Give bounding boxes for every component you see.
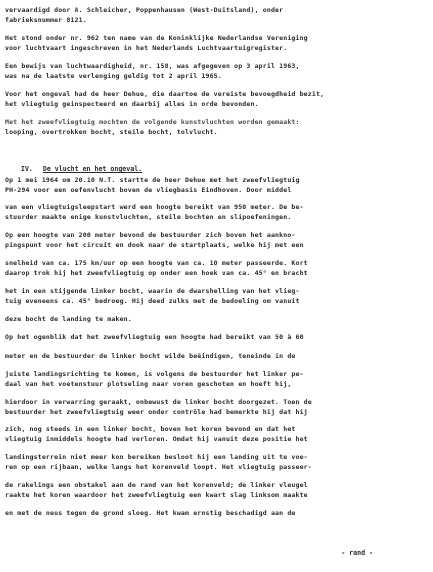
text-line: stuurder maakte enige kunstvluchten, steile bochten en slipoefeningen. (5, 213, 292, 221)
text-line: hierdoor in verwarring geraakt, onbewust de linker bocht doorgezet. Toen de (5, 398, 312, 406)
text-line: van een vliegtuigsleepstart werd een hoogte bereikt van 950 meter. De be- (5, 203, 304, 211)
text-line: deze bocht de landing te maken. (5, 315, 132, 323)
text-line: juiste landingsrichting te komen, is volgens de bestuurder het linker pe- (5, 370, 304, 378)
text-line: PH-294 voor een oefenvlucht boven de vliegbasis Eindhoven. Door middel (5, 186, 292, 194)
text-line: en met de neus tegen de grond sloeg. Het kwam ernstig beschadigd aan de (5, 509, 296, 517)
text-line: Met het zweefvliegtuig mochten de volgende kunstvluchten worden gemaakt: (5, 118, 300, 126)
text-line: het vliegtuig geinspecteerd en daarbij alles in orde bevonden. (5, 100, 259, 108)
text-line: Voor het ongeval had de heer Dehue, die daartoe de vereiste bevoegdheid bezit, (5, 90, 325, 98)
text-line: was na de laatste verlenging geldig tot 2 april 1965. (5, 72, 222, 80)
text-line: Een bewijs van luchtwaardigheid, nr. 158, was afgegeven op 3 april 1963, (5, 62, 300, 70)
text-line: vliegtuig inmiddels hoogte had verloren. Omdat hij vanuit deze positie het (5, 435, 308, 443)
text-line: fabrieksnummer 8121. (5, 16, 87, 24)
text-line: daarop trok hij het zweefvliegtuig op onder een hoek van ca. 45° en bracht (5, 269, 308, 277)
text-line: bestuurder het zweefvliegtuig weer onder contrôle had bemerkte hij dat hij (5, 408, 308, 416)
text-line: snelheid van ca. 175 km/uur op een hoogte van ca. 10 meter passeerde. Kort (5, 259, 308, 267)
text-line: tuig eveneens ca. 45° bedroeg. Hij deed zulks met de bedoeling om vanuit (5, 297, 300, 305)
text-line: pingspunt voor het circuit en dook naar de startplaats, welke hij met een (5, 241, 304, 249)
section-number: IV. (20, 165, 33, 173)
text-line: voor luchtvaart ingeschreven in het Nederlands Luchtvaartuigregister. (5, 44, 288, 52)
text-line: daal van het voetenstuur plotseling naar voren geschoten en hoeft hij, (5, 380, 292, 388)
text-line: het in een stijgende linker bocht, waarin de dwarshelling van het vlieg- (5, 287, 300, 295)
text-line: Het stond onder nr. 962 ten name van de Koninklijke Nederlandse Vereniging (5, 34, 308, 42)
page-continuation-marker: - rand - (341, 549, 373, 557)
section-title: De vlucht en het ongeval. (42, 165, 143, 173)
text-line: Op het ogenblik dat het zweefvliegtuig een hoogte had bereikt van 50 à 60 (5, 333, 304, 341)
text-line: zich, nog steeds in een linker bocht, boven het koren bevond en dat het (5, 425, 296, 433)
text-line: landingsterrein niet meer kon bereiken besloot hij een landing uit te voe- (5, 453, 308, 461)
text-line: Op een hoogte van 200 meter bevond de bestuurder zich boven het aankno- (5, 231, 296, 239)
text-line: Op 1 mei 1964 om 20.10 N.T. startte de heer Dehue met het zweefvliegtuig (5, 176, 300, 184)
text-line: de rakelings een obstakel aan de rand van het korenveld; de linker vleugel (5, 481, 308, 489)
text-line: meter en de bestuurder de linker bocht wilde beëindigen, teneinde in de (5, 352, 296, 360)
text-line: looping, overtrokken bocht, steile bocht, tolvlucht. (5, 128, 218, 136)
text-line: ren op een rijbaan, welke langs het korenveld loopt. Het vliegtuig passeer- (5, 463, 312, 471)
text-line: vervaardigd door A. Schleicher, Poppenhausen (West-Duitsland), onder (5, 6, 284, 14)
text-line: raakte het koren waardoor het zweefvliegtuig een kwart slag linksom maakte (5, 491, 308, 499)
